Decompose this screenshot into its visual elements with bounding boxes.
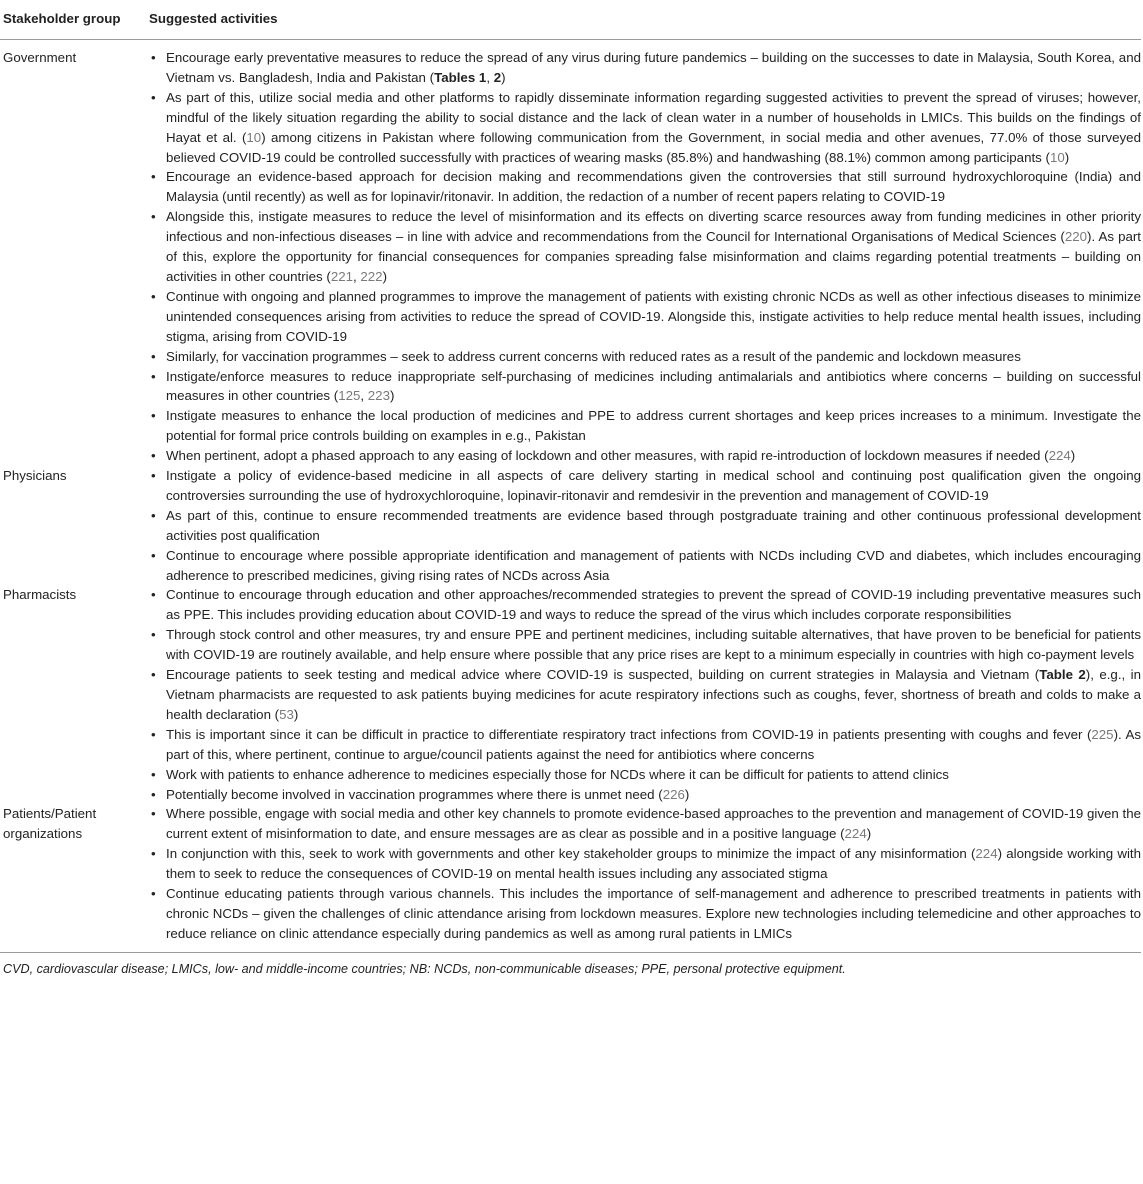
activity-text: Similarly, for vaccination programmes – seek to address current concerns with reduced rates as a result of the pandemic and lockdown measures [166,348,1021,364]
activity-item [149,546,1141,586]
activity-item [149,446,1141,466]
activity-text: ) among citizens in Pakistan where following communication from the Government, in social media and other avenues, 77.0% of those surveyed believed COVID-19 could be controlled successfully with practices of wearing masks (85.8%) and handwashing (88.1%) common among participants ( [166,129,1141,165]
activities-list [149,48,1141,466]
activity-item [149,347,1141,367]
citation-link[interactable]: 223 [367,388,390,404]
activity-item [149,785,1141,805]
activity-text: Continue with ongoing and planned programmes to improve the management of patients with existing chronic NCDs as well as other infectious diseases to minimize unintended consequences arising from activities to reduce the spread of COVID-19. Alongside this, instigate activities to help reduce mental health issues, including stigma, arising from COVID-19 [166,288,1141,344]
citation-link[interactable]: 10 [1049,149,1065,165]
table-row [0,585,1141,804]
activity-text: ) [382,268,388,284]
activity-text: , [360,388,368,404]
stakeholder-group-cell: Government [3,50,77,65]
activity-item [149,367,1141,407]
activity-text: Encourage patients to seek testing and medical advice where COVID-19 is suspected, building on current strategies in Malaysia and Vietnam ( [166,667,1040,683]
citation-link[interactable]: 225 [1091,726,1114,742]
activity-text: Instigate measures to enhance the local production of medicines and PPE to address current shortages and keep prices increases to a minimum. Investigate the potential for formal price controls building on examples in e.g., Pakistan [166,408,1141,444]
activity-text: ) [1064,149,1070,165]
activity-text: ) [501,69,506,85]
activities-cell [149,466,1141,585]
activity-item [149,506,1141,546]
activity-item [149,625,1141,665]
activity-text: This is important since it can be difficult in practice to differentiate respiratory tract infections from COVID-19 in patients presenting with coughs and fever ( [166,726,1092,742]
activity-text: Encourage an evidence-based approach for decision making and recommendations given the controversies that still surround hydroxychloroquine (India) and Malaysia (until recently) as well as for lopinavir/ritonavir. In addition, the redaction of a number of recent papers relating to COVID-19 [166,169,1141,205]
column-header-suggested-activities: Suggested activities [149,0,1141,40]
activity-text: When pertinent, adopt a phased approach to any easing of lockdown and other measures, with rapid re-introduction of lockdown measures if needed ( [166,448,1049,464]
citation-link[interactable]: 224 [975,846,998,862]
activity-text: Instigate a policy of evidence-based medicine in all aspects of care delivery starting in medical school and continuing post qualification given the ongoing controversies surrounding the use of hydroxychloroquine, lopinavir-ritonavir and remdesivir in the prevention and management of COVID-19 [166,468,1141,503]
stakeholder-group-cell: Patients/Patient organizations [3,806,97,842]
activity-item [149,765,1141,785]
table-reference-link[interactable]: Table 2 [1039,667,1086,683]
activity-text: , [486,69,494,85]
activity-item [149,287,1141,347]
citation-link[interactable]: 226 [662,786,685,802]
citation-link[interactable]: 220 [1064,229,1088,245]
activity-item [149,207,1141,287]
activity-item [149,406,1141,446]
activities-cell [149,804,1141,945]
activity-text: ). As part of this, where pertinent, continue to argue/council patients against the need for antibiotics where concerns [166,726,1141,762]
activities-list [149,804,1141,943]
activity-text: ). As part of this, explore the opportunity for financial consequences for companies spreading false misinformation and claims regarding potential treatments – building on activities in other countries ( [166,229,1141,284]
citation-link[interactable]: 224 [844,826,867,842]
activity-item [149,804,1141,844]
activity-text: ) [389,388,395,404]
activity-item [149,844,1141,884]
activity-text: Through stock control and other measures, try and ensure PPE and pertinent medicines, including suitable alternatives, that have proven to be beneficial for patients with COVID-19 are routinely available, and help ensure where possible that any price rises are kept to a minimum especially in countries with high co-payment levels [166,627,1141,663]
citation-link[interactable]: 224 [1048,448,1071,464]
activity-text: Where possible, engage with social media and other key channels to promote evidence-based approaches to the prevention and management of COVID-19 given the current extent of misinformation to date, and ensure messages are as clear as possible and in a positive language ( [166,806,1141,842]
activity-text: Work with patients to enhance adherence to medicines especially those for NCDs where it can be difficult for patients to attend clinics [166,766,949,782]
activity-text: ), e.g., in Vietnam pharmacists are requested to ask patients buying medicines for acute respiratory infections such as coughs, fever, shortness of breath and colds to make a health declaration ( [166,667,1141,722]
activity-item [149,585,1141,625]
activity-text: Encourage early preventative measures to reduce the spread of any virus during future pandemics – building on the successes to date in Malaysia, South Korea, and Vietnam vs. Bangladesh, India and Pakistan ( [166,50,1141,85]
citation-link[interactable]: 125 [338,388,361,404]
table-reference-link[interactable]: Tables 1 [434,69,487,85]
activity-text: ) alongside working with them to seek to reduce the consequences of COVID-19 on mental health issues including any associated stigma [166,846,1141,882]
activity-text: Continue to encourage through education and other approaches/recommended strategies to prevent the spread of COVID-19 including preventative measures such as PPE. This includes providing education about COVID-19 and ways to reduce the spread of the virus which includes corporate responsibilities [166,587,1141,623]
activity-text: In conjunction with this, seek to work with governments and other key stakeholder groups to minimize the impact of any misinformation ( [166,846,976,862]
activity-item [149,466,1141,506]
table-reference-link[interactable]: 2 [493,69,502,85]
activity-text: ) [293,706,299,722]
activity-text: As part of this, continue to ensure recommended treatments are evidence based through postgraduate training and other continuous professional development activities post qualification [166,507,1141,543]
activity-text: ) [866,826,872,842]
activity-item [149,88,1141,168]
activities-list [149,585,1141,804]
activity-item [149,665,1141,725]
activity-item [149,725,1141,765]
activities-cell [149,585,1141,804]
citation-link[interactable]: 53 [279,706,294,722]
activity-item [149,48,1141,88]
activity-text: Continue to encourage where possible appropriate identification and management of patients with NCDs including CVD and diabetes, which includes encouraging adherence to prescribed medicines, giving rising rates of NCDs across Asia [166,547,1141,583]
activity-item [149,167,1141,207]
activity-text: ) [1070,448,1076,464]
column-header-stakeholder-group: Stakeholder group [0,0,149,40]
table-row [0,804,1141,945]
activities-cell [149,40,1141,467]
table-header-row [0,0,1141,40]
table-footnote: CVD, cardiovascular disease; LMICs, low- and middle-income countries; NB: NCDs, non-communicable diseases; PPE, personal protective equipment. [0,952,1141,978]
activity-item [149,884,1141,944]
citation-link[interactable]: 221 [330,268,353,284]
activity-text: As part of this, utilize social media and other platforms to rapidly disseminate information regarding suggested activities to prevent the spread of viruses; however, mindful of the likely situation regarding the ability to social distance and the lack of clean water in a number of households in LMICs. This builds on the findings of Hayat et al. ( [166,89,1141,145]
activity-text: , [353,268,361,284]
activity-text: Potentially become involved in vaccination programmes where there is unmet need ( [166,786,663,802]
citation-link[interactable]: 222 [360,268,383,284]
activity-text: Alongside this, instigate measures to reduce the level of misinformation and its effects on diverting scarce resources away from funding medicines in other priority infectious and non-infectious diseases – in line with advice and recommendations from the Council for International Organisations of Medical Sciences ( [166,209,1141,245]
stakeholder-group-cell: Pharmacists [3,587,77,603]
activity-text: ) [684,786,690,802]
activities-list [149,466,1141,585]
table-row [0,466,1141,585]
citation-link[interactable]: 10 [246,129,262,145]
stakeholder-group-cell: Physicians [3,468,67,484]
table-row [0,40,1141,467]
activity-text: Instigate/enforce measures to reduce inappropriate self-purchasing of medicines including antimalarials and antibiotics where concerns – building on successful measures in other countries ( [166,368,1141,404]
activity-text: Continue educating patients through various channels. This includes the importance of self-management and adherence to prescribed treatments in patients with chronic NCDs – given the challenges of clinic attendance arising from lockdown measures. Explore new technologies including telemedicine and other approaches to reduce reliance on clinic attendance especially during pandemics as well as among rural patients in LMICs [166,886,1141,941]
